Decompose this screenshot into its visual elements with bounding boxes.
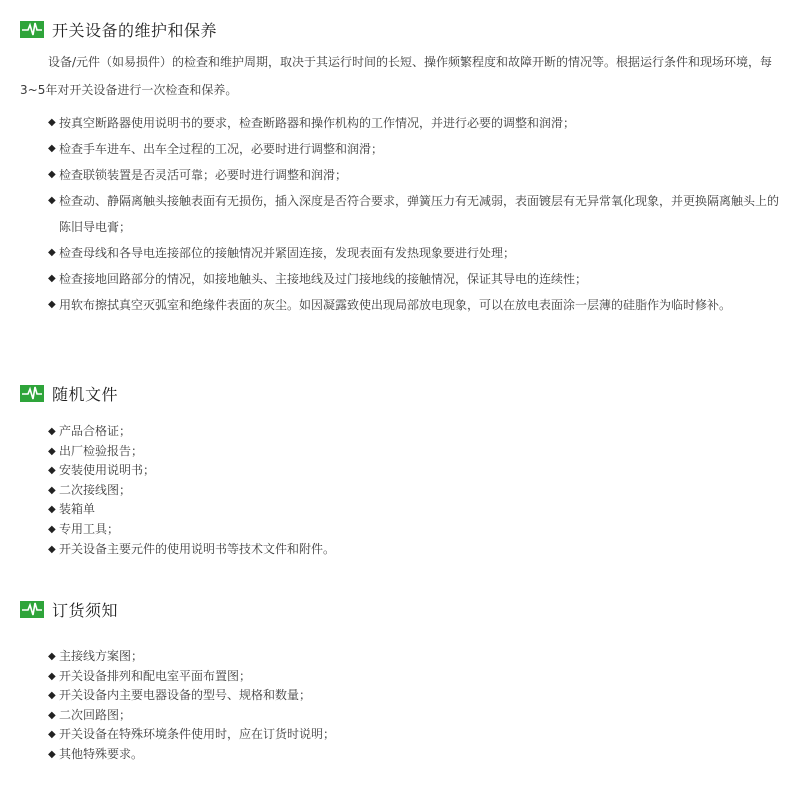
list-item: ◆ 出厂检验报告； (48, 442, 783, 462)
green-pulse-icon (20, 601, 44, 618)
diamond-bullet-icon: ◆ (48, 445, 56, 457)
diamond-bullet-icon: ◆ (48, 523, 56, 535)
ordering-heading (20, 598, 118, 620)
diamond-bullet-icon: ◆ (48, 117, 56, 128)
diamond-bullet-icon: ◆ (48, 426, 56, 437)
list-item: ◆ 检查联锁装置是否灵活可靠；必要时进行调整和润滑； (48, 162, 783, 188)
maintenance-heading (20, 18, 217, 40)
list-item: ◆ 开关设备在特殊环境条件使用时，应在订货时说明； (48, 725, 783, 745)
list-item: ◆ 按真空断路器使用说明书的要求，检查断路器和操作机构的工作情况，并进行必要的调整和润滑； (48, 110, 783, 136)
diamond-bullet-icon: ◆ (48, 465, 56, 477)
list-item: ◆ 用软布擦拭真空灭弧室和绝缘件表面的灰尘。如因凝露致使出现局部放电现象，可以在放电表面涂一层薄的硅脂作为临时修补。 (48, 292, 783, 318)
list-item: ◆ 安装使用说明书； (48, 461, 783, 481)
diamond-bullet-icon: ◆ (48, 484, 56, 496)
diamond-bullet-icon: ◆ (48, 748, 56, 760)
documents-list (48, 422, 783, 559)
diamond-bullet-icon: ◆ (48, 543, 56, 555)
list-item: ◆ 产品合格证； (48, 422, 783, 442)
list-item: ◆ 二次接线图； (48, 481, 783, 501)
diamond-bullet-icon: ◆ (48, 169, 56, 180)
diamond-bullet-icon: ◆ (48, 504, 56, 516)
list-item: ◆ 检查母线和各导电连接部位的接触情况并紧固连接，发现表面有发热现象要进行处理； (48, 240, 783, 266)
maintenance-list (48, 110, 783, 318)
maintenance-intro: 设备/元件（如易损件）的检查和维护周期，取决于其运行时间的长短、操作频繁程度和故障开断的情况等。根据运行条件和现场环境，每3~5年对开关设备进行一次检查和保养。 (20, 55, 773, 97)
list-item: ◆ 其他特殊要求。 (48, 745, 783, 765)
diamond-bullet-icon: ◆ (48, 195, 56, 206)
section-title: 随机文件 (52, 384, 119, 404)
green-pulse-icon (20, 385, 44, 402)
list-item: ◆ 开关设备主要元件的使用说明书等技术文件和附件。 (48, 540, 783, 560)
documents-heading (20, 382, 118, 404)
diamond-bullet-icon: ◆ (48, 651, 56, 662)
list-item: ◆ 专用工具； (48, 520, 783, 540)
diamond-bullet-icon: ◆ (48, 143, 56, 154)
ordering-list (48, 647, 783, 765)
diamond-bullet-icon: ◆ (48, 247, 56, 258)
diamond-bullet-icon: ◆ (48, 670, 56, 682)
list-item: ◆ 检查动、静隔离触头接触表面有无损伤，插入深度是否符合要求，弹簧压力有无减弱，表面镀层有无异常氧化现象，并更换隔离触头上的陈旧导电膏； (48, 188, 783, 240)
list-item: ◆ 开关设备内主要电器设备的型号、规格和数量； (48, 686, 783, 706)
diamond-bullet-icon: ◆ (48, 709, 56, 721)
list-item: ◆ 二次回路图； (48, 706, 783, 726)
section-title: 开关设备的维护和保养 (52, 20, 218, 40)
diamond-bullet-icon: ◆ (48, 690, 56, 702)
section-title: 订货须知 (52, 600, 119, 620)
list-item: ◆ 主接线方案图； (48, 647, 783, 667)
list-item: ◆ 开关设备排列和配电室平面布置图； (48, 667, 783, 687)
green-pulse-icon (20, 21, 44, 38)
diamond-bullet-icon: ◆ (48, 729, 56, 741)
diamond-bullet-icon: ◆ (48, 299, 56, 310)
list-item: ◆ 检查手车进车、出车全过程的工况，必要时进行调整和润滑； (48, 136, 783, 162)
diamond-bullet-icon: ◆ (48, 273, 56, 284)
list-item: ◆ 检查接地回路部分的情况，如接地触头、主接地线及过门接地线的接触情况，保证其导电的连续性； (48, 266, 783, 292)
list-item: ◆ 装箱单 (48, 500, 783, 520)
